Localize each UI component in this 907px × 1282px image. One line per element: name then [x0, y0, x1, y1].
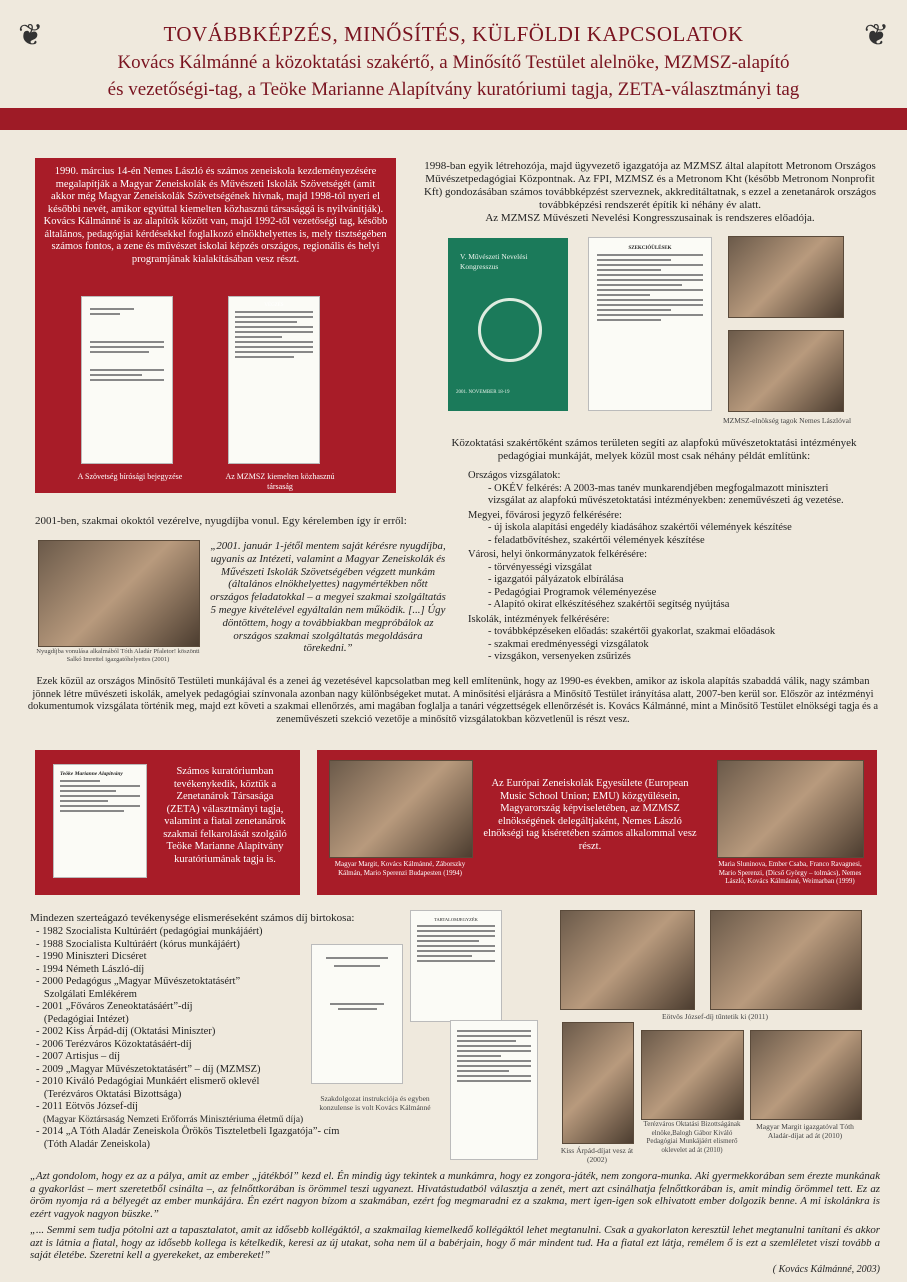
congress-text: Az MZMSZ Művészeti Nevelési Kongresszusainak is rendszeres előadója. [485, 212, 815, 224]
group-item: - törvényességi vizsgálat [488, 561, 592, 573]
group-item: - igazgatói pályázatok elbírálása [488, 574, 624, 585]
retirement-photo [38, 540, 200, 647]
expert-list [468, 470, 888, 664]
kiss-award-photo [562, 1022, 634, 1144]
kiss-award-caption: Kiss Árpád-díjat vesz át (2002) [560, 1146, 634, 1164]
awards-list [36, 926, 340, 1151]
award-item: (Magyar Köztársaság Nemzeti Erőforrás Minisztériuma életmű díja) [36, 1114, 304, 1125]
award-item: - 2011 Eötvös József-díj [36, 1101, 138, 1112]
congress-book [448, 238, 568, 411]
contents-doc [410, 910, 502, 1022]
award-item: - 2014 „A Tóth Aladár Zeneiskola Örökös Tiszteletbeli Igazgatója”- cím [36, 1126, 340, 1137]
eotvos-caption: Eötvös József-díj tűntetik ki (2011) [662, 1012, 768, 1021]
magyar-margit-caption: Magyar Margit igazgatóval Tóth Aladár-díjat ad át (2010) [756, 1122, 854, 1140]
footer-signature: ( Kovács Kálmánné, 2003) [772, 1264, 880, 1275]
expert-group-school [468, 614, 888, 664]
award-item: (Tóth Aladár Zeneiskola) [36, 1138, 151, 1150]
metronom-text: 1998-ban egyik létrehozója, majd ügyvezető igazgatója az MZMSZ által alapított Metronom Országos Művészetpedagógiai Központnak. Az FPI, MZMSZ és a Metronom Kht (később Metronom Nonprofit Kft) gondozásában számos továbbképzést szerveznek, akkreditáltatnak, s ezzel a zenetanárok országos továbbképzési rendszerét építik ki néhány év alatt. [423, 160, 877, 211]
weimar-caption: Maria Sluninova, Ember Csaba, Franco Ravagnesi, Mario Sperenzi, (Dicső György – tolmács), Nemes László, Kovács Kálmánné, Weimarban (1999) [718, 860, 862, 885]
group-item: - feladatbővítéshez, szakértői vélemények készítése [488, 534, 705, 546]
eotvos-photo-2 [710, 910, 862, 1010]
expert-group-city [468, 549, 888, 612]
award-item: - 1982 Szocialista Kultúráért (pedagógiai munkájáért) [36, 926, 263, 937]
page-subtitle-1: Kovács Kálmánné a közoktatási szakértő, a Minősítő Testület alelnöke, MZMSZ-alapító [117, 52, 790, 73]
group-item: - továbbképzéseken előadás: szakértői gyakorlat, szakmai előadások [488, 626, 776, 637]
award-item: - 1988 Szocialista Kultúráért (kórus munkájáért) [36, 938, 240, 950]
group-item: - szakmai eredményességi vizsgálatok [488, 638, 649, 650]
group-item: - OKÉV felkérés: A 2003-mas tanév munkarendjében megfogalmazott miniszteri [488, 482, 829, 494]
group-title: Városi, helyi önkormányzatok felkérésére: [468, 549, 648, 560]
retirement-caption: Nyugdíjba vonulása alkalmából Tóth Aladár Pfaletor! köszönti Salkó Imrettel igazgatóhelyettes (2001) [36, 648, 200, 663]
budapest-caption: Magyar Margit, Kovács Kálmánné, Záborszky Kálmán, Mario Sperenzi Budapesten (1994) [334, 860, 466, 877]
foundation-doc [53, 764, 147, 878]
expert-group-county [468, 510, 888, 548]
foundation-doc-title: Teöke Marianne Alapítvány [60, 771, 123, 777]
left-ornament: ❦ [18, 19, 44, 52]
expert-group-national [468, 470, 888, 508]
congress-book-date: 2001. NOVEMBER 18-19 [456, 390, 510, 395]
mzmsz-board-photo-2 [728, 330, 844, 412]
page-title: TOVÁBBKÉPZÉS, MINŐSÍTÉS, KÜLFÖLDI KAPCSOLATOK [163, 22, 744, 46]
award-item: - 2007 Artisjus – díj [36, 1051, 121, 1062]
group-item: - új iskola alapítási engedély kiadásához szakértői vélemények készítése [488, 522, 792, 533]
magyar-margit-photo [750, 1030, 862, 1120]
award-item: Szolgálati Emlékérem [36, 988, 137, 1000]
session-program-doc-title: SZEKCIÓÜLÉSEK [628, 246, 672, 251]
right-ornament: ❦ [863, 19, 889, 52]
footer-quote-1: „Azt gondolom, hogy ez az a pálya, amit az ember „játékból” kezd el. Én mindig úgy tekintek a munkámra, hogy ez zongora-játék, nem zongora-munka. Aki gyermekkorában sem érezte munkának a gyakorlást – mert szeretetből csinálta –, az felnőttkorában is örömmel teszi ugyanezt. Hivatástudatból választja a zenét, mert azt csinálhatja felnőttkorában is, amit mindig örömmel tett. Ez az öröm nyomja rá a bélyegét az ember munkájára. Én ezért nagyon bízom a szakmában, ezért fog megmaradni ez a szakma, mert igen-igen sok elhivatott ember dolgozik benne. A mi iskolánkra is ezért vagyok nagyon büszke.” [30, 1170, 880, 1220]
court-registration-doc [81, 296, 173, 464]
ruling-doc [228, 296, 320, 464]
award-item: - 2009 „Magyar Művészetoktatásért” – díj (MZMSZ) [36, 1063, 261, 1075]
award-item: - 2010 Kiváló Pedagógiai Munkáért elismerő oklevél [36, 1076, 260, 1087]
weimar-photo [717, 760, 864, 858]
mzmsz-board-photo-1 [728, 236, 844, 318]
group-item: - vizsgákon, versenyeken zsűrizés [488, 651, 631, 662]
footer-quote-2: „... Semmi sem tudja pótolni azt a tapasztalatot, amit az idősebb kollégáktól, a szakmailag kiemelkedő kollégáktól lehet megtanulni. Csak a gyakorlaton keresztül lehet megtanulni tanítani és akkor azt is látnia a fiatal, hogy az idősebb kollega is kételkedik, keresi az új utakat, soha nem ül a babérjain, hogy ő már mindent tud. Ha a fiatal ezt látja, remélem ő is ezt a szemléletet viszi tovább a saját életébe. Szeretni kell a gyerekeket, az embereket!” [30, 1224, 880, 1262]
ruling-caption: Az MZMSZ kiemelten közhasznú társaság [225, 472, 335, 491]
court-registration-caption: A Szövetség bírósági bejegyzése [77, 472, 183, 481]
award-item: - 1994 Németh László-díj [36, 963, 145, 975]
qualification-text: Ezek közül az országos Minősítő Testületi munkájával és a zenei ág vezetésével kapcsolatban meg kell említenünk, hogy az 1990-es években, amikor az iskola alapítás szabaddá válik, nagy számban jönnek létre művészeti iskolák, amelyek pedagógiai színvonala azonban nagy különbségeket mutat. A minősítési eljárásra a Minősítő Testület irányítása alatt, 2007-ben kerül sor. Először az intézményi dokumentumok vizsgálata történik meg, majd ezt követi a szakmai ellenőrzés, ami magában foglalja a tanári végzettségek ellenőrzését is. Kovács Kálmánné, mint a Minősítő Testület elnökségi tagja és a zeneművészeti szekció vezetője a minősítő vizsgálatokban közvetlenül is részt vesz. [27, 676, 879, 725]
award-item: - 2000 Pedagógus „Magyar Művészetoktatásért” [36, 976, 241, 987]
group-title: Megyei, fővárosi jegyző felkérésére: [468, 509, 622, 521]
zeta-text: Számos kuratóriumban tevékenykedik, köztük a Zenetanárok Társasága (ZETA) választmányi tagja, valamint a fiatal zenetanárok szakmai felkarolását szolgáló Teöke Marianne Alapítvány kuratóriumának tagja is. [163, 766, 287, 865]
award-item: - 2002 Kiss Árpád-díj (Oktatási Miniszter) [36, 1026, 216, 1037]
terezvaros-photo [641, 1030, 744, 1120]
founding-text: 1990. március 14-én Nemes László és számos zeneiskola kezdeményezésére megalapítják a Magyar Zeneiskolák és Művészeti Iskolák Szövetségét (amit akkor még Magyar Zeneiskolák Szövetségének hívnak, majd 1998-tól nyeri el későbbi nevét, amikor egyúttal kiemelten közhasznú társasággá is nyilvánítják). Kovács Kálmánné is az alapítók között van, majd 1992-től vezetőségi tag, később általános, pedagógiai kérdésekkel foglalkozó elnökhelyettes is, mely tisztségében számos fontos, a zene és művészet iskolai képzés országos, regionális és helyi programjának kialakításában vesz részt. [43, 166, 388, 265]
ruling-doc-title: VÉGZÉS [264, 303, 284, 308]
group-item: vizsgálat az alapfokú művészetoktatási intézményekben: zeneművészeti ág vezetése. [488, 495, 844, 506]
budapest-photo [329, 760, 473, 858]
founding-box [35, 158, 396, 493]
award-item: - 2001 „Főváros Zeneoktatásáért”-díj [36, 1001, 193, 1012]
award-item: - 2006 Terézváros Közoktatásáért-díj [36, 1038, 192, 1050]
group-title: Iskolák, intézmények felkérésére: [468, 613, 610, 625]
mzmsz-board-caption: MZMSZ-elnökség tagok Nemes Lászlóval [722, 416, 852, 425]
thesis-caption: Szakdolgozat instrukciója és egyben konzulense is volt Kovács Kálmánné [319, 1094, 431, 1112]
group-item: - Alapító okirat elkészítéséhez szakértői segítség nyújtása [488, 599, 730, 610]
header-band [0, 108, 907, 130]
group-item: - Pedagógiai Programok véleményezése [488, 586, 657, 598]
session-program-doc [588, 237, 712, 411]
expert-intro: Közoktatási szakértőként számos területen segíti az alapfokú művészetoktatási intézmények pedagógiai munkáját, melyek közül most csak néhány példát említünk: [451, 437, 857, 462]
emu-box [317, 750, 877, 895]
eotvos-photo-1 [560, 910, 695, 1010]
retire-intro: 2001-ben, szakmai okoktól vezérelve, nyugdíjba vonul. Egy kérelemben így ír erről: [35, 515, 407, 527]
retirement-quote: „2001. január 1-jétől mentem saját kérésre nyugdíjba, ugyanis az Intézeti, valamint a Magyar Zeneiskolák és Művészeti Iskolák Szövetségében végzett munkám (általános elnökhelyettes) nagymértékben nőtt országos feladatokkal – a megyei szakmai szolgáltatás 5 megye kivételével egyáltalán nem működik. [...] Úgy döntöttem, hogy a továbbiakban megpróbálok az országos szakmai szolgáltatás megoldására törekedni.” [210, 540, 446, 655]
awards-intro: Mindezen szerteágazó tevékenysége elismeréseként számos díj birtokosa: [30, 912, 355, 924]
zeta-box [35, 750, 300, 895]
contents-doc-title: TARTALOMJEGYZÉK [434, 917, 478, 922]
terezvaros-caption: Terézváros Oktatási Bizottságának elnöke,Balogh Gábor Kiváló Pedagógiai Munkájáért elismerő oklevelet ad át (2010) [643, 1120, 741, 1154]
thesis-cover-doc [311, 944, 403, 1084]
award-item: (Pedagógiai Intézet) [36, 1013, 129, 1025]
page-subtitle-2: és vezetőségi-tag, a Teöke Marianne Alapítvány kuratóriumi tagja, ZETA-választmányi tag [107, 79, 800, 100]
congress-book-title: V. Művészeti Nevelési Kongresszus [460, 252, 528, 271]
award-item: - 1990 Miniszteri Dicséret [36, 951, 147, 962]
thesis-page-doc [450, 1020, 538, 1160]
emu-text: Az Európai Zeneiskolák Egyesülete (European Music School Union; EMU) közgyűlésein, Magyarország képviseletében, az MZMSZ elnökségének delegáltjaként, Nemes László elnökségi tag kíséretében számos alkalommal vesz részt. [483, 778, 697, 852]
group-title: Országos vizsgálatok: [468, 470, 561, 481]
award-item: (Terézváros Oktatási Bizottsága) [36, 1088, 182, 1100]
